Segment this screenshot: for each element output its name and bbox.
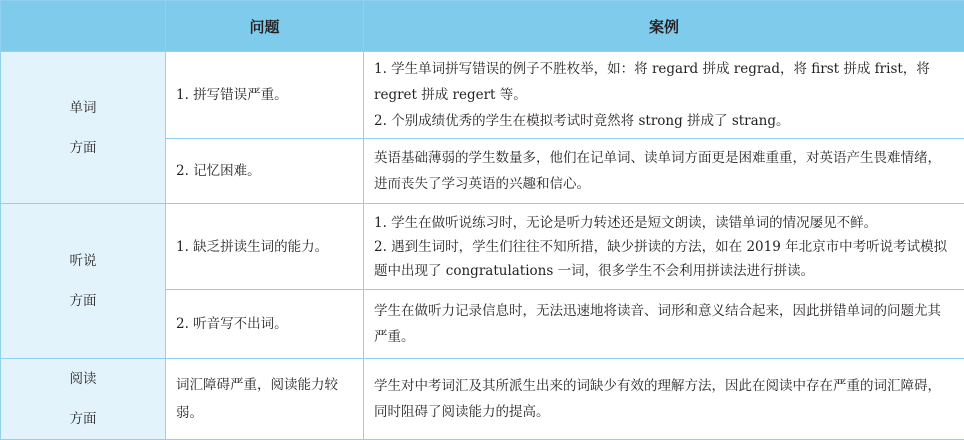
case-text: 1. 学生在做听说练习时，无论是听力转述还是短文朗读，读错单词的情况屡见不鲜。 xyxy=(374,211,954,235)
category-label: 阅读 xyxy=(1,359,165,399)
case-text: 2. 遇到生词时，学生们往往不知所措，缺少拼读的方法，如在 2019 年北京市中考听说考试模拟题中出现了 congratulations 一词，很多学生不会利用拼读法进行拼读。 xyxy=(374,235,954,283)
category-cell-listening-speaking xyxy=(1,204,166,359)
header-blank-cell xyxy=(1,1,166,52)
case-cell xyxy=(364,204,964,290)
category-cell-reading xyxy=(1,359,166,440)
table-row xyxy=(1,52,964,139)
header-row xyxy=(1,1,964,52)
issue-cell: 1. 缺乏拼读生词的能力。 xyxy=(166,204,364,290)
category-label: 方面 xyxy=(1,399,165,439)
category-label: 方面 xyxy=(1,281,165,321)
issue-cell: 2. 听音写不出词。 xyxy=(166,290,364,359)
case-cell xyxy=(364,359,964,440)
table-row xyxy=(1,359,964,440)
header-case-cell: 案例 xyxy=(364,1,964,52)
case-cell xyxy=(364,290,964,359)
case-text: 学生对中考词汇及其所派生出来的词缺少有效的理解方法，因此在阅读中存在严重的词汇障碍，同时阻碍了阅读能力的提高。 xyxy=(374,373,954,425)
issue-cell: 2. 记忆困难。 xyxy=(166,139,364,204)
case-cell xyxy=(364,139,964,204)
case-text: 学生在做听力记录信息时，无法迅速地将读音、词形和意义结合起来，因此拼错单词的问题尤其严重。 xyxy=(374,298,954,350)
case-text: 2. 个别成绩优秀的学生在模拟考试时竟然将 strong 拼成了 strang。 xyxy=(374,108,954,134)
issue-cell: 1. 拼写错误严重。 xyxy=(166,52,364,139)
category-cell-words xyxy=(1,52,166,204)
case-cell xyxy=(364,52,964,139)
category-label: 方面 xyxy=(1,128,165,168)
table-row xyxy=(1,204,964,290)
case-text: 1. 学生单词拼写错误的例子不胜枚举，如：将 regard 拼成 regrad，将 first 拼成 frist，将 regret 拼成 regert 等。 xyxy=(374,56,954,108)
header-issue-cell: 问题 xyxy=(166,1,364,52)
category-label: 单词 xyxy=(1,88,165,128)
case-text: 英语基础薄弱的学生数量多，他们在记单词、读单词方面更是困难重重，对英语产生畏难情绪，进而丧失了学习英语的兴趣和信心。 xyxy=(374,145,954,197)
issue-cell: 词汇障碍严重，阅读能力较弱。 xyxy=(166,359,364,440)
category-label: 听说 xyxy=(1,241,165,281)
